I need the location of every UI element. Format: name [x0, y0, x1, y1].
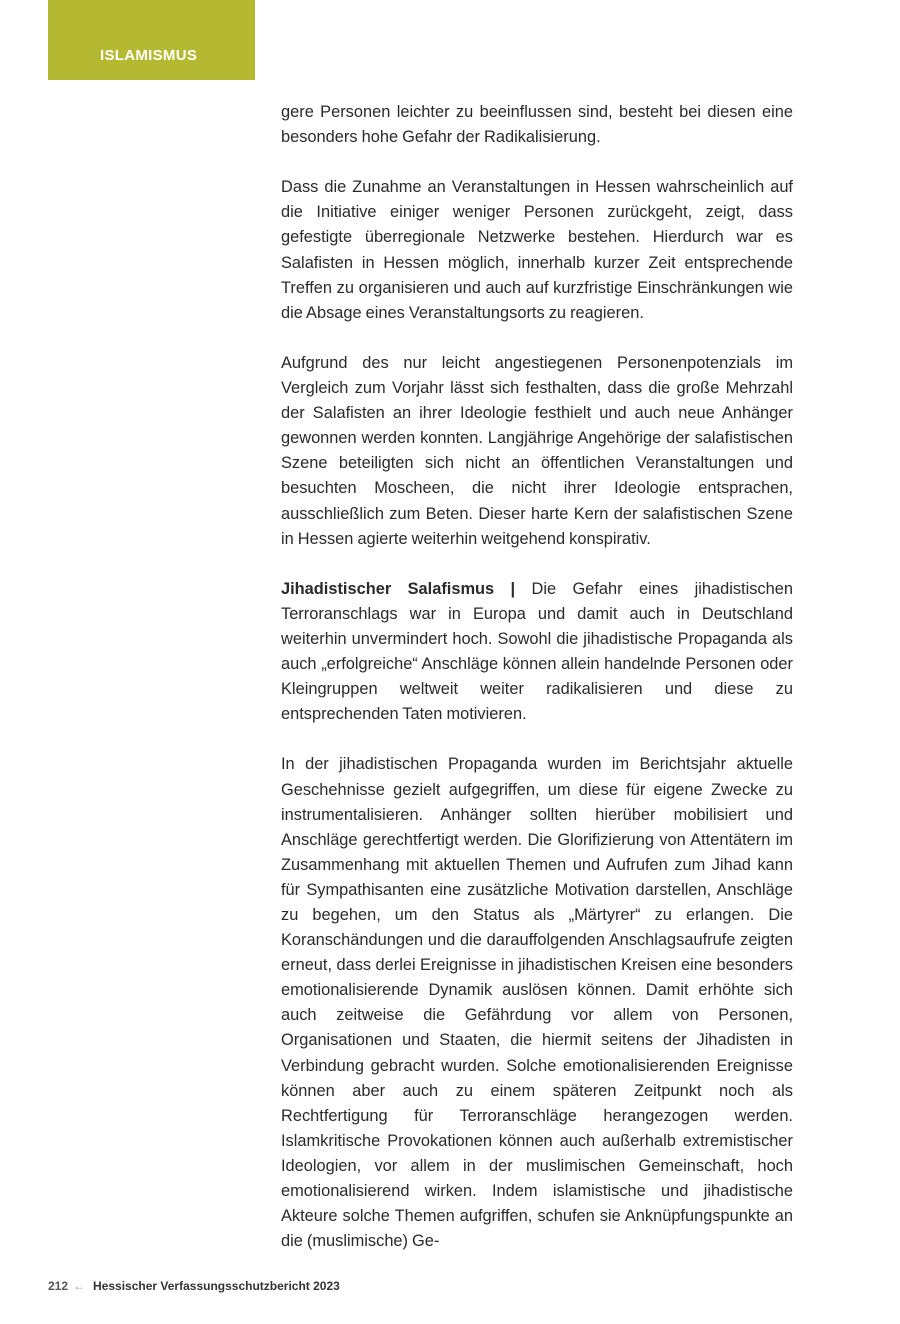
subsection-text: Die Gefahr eines jihadistischen Terroranschlags war in Europa und damit auch in Deutschland weiterhin unvermindert hoch. Sowohl die jihadistische Propaganda als auch „erfolgreiche“ Anschläge können allein handelnde Personen oder Kleingruppen weltweit weiter radikalisieren und diese zu entsprechenden Taten motivieren. — [281, 579, 793, 724]
section-label: ISLAMISMUS — [100, 47, 198, 64]
paragraph: Aufgrund des nur leicht angestiegenen Personenpotenzials im Vergleich zum Vorjahr lässt sich festhalten, dass die große Mehrzahl der Salafisten an ihrer Ideologie festhielt und auch neue Anhänger gewonnen werden konnten. Langjährige Angehörige der salafistischen Szene beteiligten sich nicht an öffentlichen Veranstaltungen und besuchten Moscheen, die nicht ihrer Ideologie entsprachen, ausschließlich zum Beten. Dieser harte Kern der salafistischen Szene in Hessen agierte weiterhin weitgehend konspirativ. — [281, 353, 793, 548]
section-header-tab — [48, 0, 255, 80]
page-footer — [48, 1279, 340, 1293]
body-text — [281, 100, 793, 1254]
page-number: 212 — [48, 1279, 69, 1293]
paragraph: In der jihadistischen Propaganda wurden im Berichtsjahr aktuelle Geschehnisse gezielt aufgegriffen, um diese für eigene Zwecke zu instrumentalisieren. Anhänger sollten hierüber mobilisiert und Anschläge gerechtfertigt werden. Die Glorifizierung von Attentätern im Zusammenhang mit aktuellen Themen und Aufrufen zum Jihad kann für Sympathisanten eine zusätzliche Motivation darstellen, Anschläge zu begehen, um den Status als „Märtyrer“ zu erlangen. Die Koranschändungen und die darauffolgenden Anschlagsaufrufe zeigten erneut, dass derlei Ereignisse in jihadistischen Kreisen eine besonders emotionalisierende Dynamik auslösen können. Damit erhöhte sich auch zeitweise die Gefährdung vor allem von Personen, Organisationen und Staaten, die hiermit seitens der Jihadisten in Verbindung gebracht wurden. Solche emotionalisierenden Ereignisse können aber auch zu einem späteren Zeitpunkt noch als Rechtfertigung für Terroranschläge herangezogen werden. Islamkritische Provokationen können auch außerhalb extremistischer Ideologien, vor allem in der muslimischen Gemeinschaft, hoch emotionalisierend wirken. Indem islamistische und jihadistische Akteure solche Themen aufgriffen, schufen sie Anknüpfungspunkte an die (muslimische) Ge- — [281, 755, 793, 1251]
paragraph: gere Personen leichter zu beeinflussen sind, besteht bei diesen eine besonders hohe Gefahr der Radikalisierung. — [281, 103, 793, 147]
publication-title: Hessischer Verfassungsschutzbericht 2023 — [93, 1279, 340, 1293]
paragraph-jihadist-salafism — [281, 577, 793, 728]
paragraph: Dass die Zunahme an Veranstaltungen in Hessen wahrscheinlich auf die Initiative einiger weniger Personen zurückgeht, zeigt, dass gefestigte überregionale Netzwerke bestehen. Hierdurch war es Salafisten in Hessen möglich, innerhalb kurzer Zeit entsprechende Treffen zu organisieren und auch auf kurzfristige Einschränkungen wie die Absage eines Veranstaltungsorts zu reagieren. — [281, 178, 793, 322]
subsection-lead-in: Jihadistischer Salafismus | — [281, 579, 516, 598]
arrow-left-icon: ← — [73, 1279, 86, 1293]
